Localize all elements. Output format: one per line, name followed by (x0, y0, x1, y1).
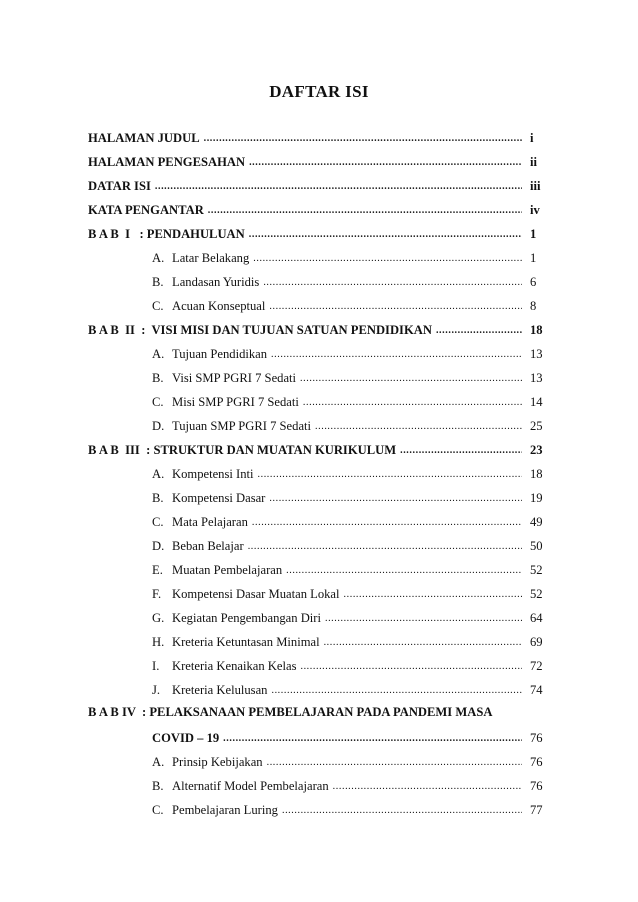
toc-letter: A. (152, 467, 165, 481)
toc-label: Kegiatan Pengembangan Diri (172, 611, 321, 625)
leader-dots (324, 637, 522, 647)
leader-dots (315, 421, 522, 431)
toc-label: Pembelajaran Luring (172, 803, 278, 817)
toc-subentry (152, 630, 554, 650)
toc-chapter (88, 222, 554, 242)
toc-page: iv (530, 203, 540, 217)
toc-label: Kreteria Kenaikan Kelas (172, 659, 297, 673)
toc-label: Tujuan SMP PGRI 7 Sedati (172, 419, 312, 433)
toc-subentry (152, 414, 554, 434)
leader-dots (271, 685, 522, 695)
toc-letter: C. (152, 515, 164, 529)
leader-dots (223, 733, 522, 743)
toc-page: 69 (530, 635, 543, 649)
leader-dots (253, 253, 522, 263)
toc-label: Prinsip Kebijakan (172, 755, 263, 769)
toc-letter: A. (152, 251, 165, 265)
toc-letter: J. (152, 683, 161, 697)
toc-label: HALAMAN JUDUL (88, 131, 200, 145)
toc-page: 23 (530, 443, 543, 457)
toc-subentry (152, 342, 554, 362)
toc-page: 18 (530, 467, 543, 481)
toc-page: 13 (530, 347, 543, 361)
toc-label: Visi SMP PGRI 7 Sedati (172, 371, 297, 385)
toc-page: 52 (530, 563, 543, 577)
toc-label: B A B III : STRUKTUR DAN MUATAN KURIKULUM (88, 443, 397, 457)
toc-label: Kreteria Kelulusan (172, 683, 268, 697)
toc-subentry (152, 774, 554, 794)
leader-dots (269, 301, 522, 311)
toc-subentry (152, 486, 554, 506)
toc-letter: C. (152, 395, 164, 409)
toc-letter: B. (152, 491, 164, 505)
toc-page: 1 (530, 251, 537, 265)
toc-letter: B. (152, 371, 164, 385)
toc-chapter (152, 726, 554, 746)
leader-dots (300, 373, 522, 383)
toc-letter: E. (152, 563, 163, 577)
leader-dots (286, 565, 522, 575)
leader-dots (325, 613, 522, 623)
toc-page: 74 (530, 683, 543, 697)
toc-letter: I. (152, 659, 160, 673)
toc-page: 76 (530, 755, 543, 769)
leader-dots (249, 157, 522, 167)
leader-dots (303, 397, 522, 407)
toc-entry (88, 174, 554, 194)
toc-page: 72 (530, 659, 543, 673)
toc-label: Acuan Konseptual (172, 299, 266, 313)
leader-dots (263, 277, 522, 287)
toc-chapter (88, 438, 554, 458)
toc-label: Kompetensi Inti (172, 467, 254, 481)
toc-letter: D. (152, 419, 165, 433)
toc-label: B A B II : VISI MISI DAN TUJUAN SATUAN PENDIDIKAN (88, 323, 432, 337)
leader-dots (249, 229, 522, 239)
toc-page: 52 (530, 587, 543, 601)
page-title: DAFTAR ISI (269, 82, 369, 101)
toc-chapter-heading: B A B IV : PELAKSANAAN PEMBELAJARAN PADA PANDEMI MASA (88, 705, 493, 719)
toc-page: 19 (530, 491, 543, 505)
leader-dots (269, 493, 522, 503)
toc-label: Alternatif Model Pembelajaran (172, 779, 329, 793)
toc-chapter (88, 318, 554, 338)
toc-page: 77 (530, 803, 543, 817)
toc-letter: C. (152, 299, 164, 313)
toc-label: Kompetensi Dasar Muatan Lokal (172, 587, 340, 601)
toc-entry (88, 198, 554, 218)
leader-dots (267, 757, 522, 767)
toc-label: HALAMAN PENGESAHAN (88, 155, 246, 169)
toc-letter: A. (152, 347, 165, 361)
toc-page: 76 (530, 731, 543, 745)
toc-subentry (152, 654, 554, 674)
toc-subentry (152, 558, 554, 578)
leader-dots (252, 517, 522, 527)
toc-subentry (152, 678, 554, 698)
leader-dots (258, 469, 523, 479)
toc-label: Kompetensi Dasar (172, 491, 266, 505)
toc-page: 18 (530, 323, 543, 337)
toc-page: i (530, 131, 534, 145)
toc-letter: C. (152, 803, 164, 817)
toc-page: 50 (530, 539, 543, 553)
toc-page: ii (530, 155, 537, 169)
toc-subentry (152, 750, 554, 770)
leader-dots (436, 325, 522, 335)
leader-dots (344, 589, 522, 599)
toc-page: 64 (530, 611, 543, 625)
leader-dots (208, 205, 522, 215)
leader-dots (204, 133, 522, 143)
toc-label: B A B I : PENDAHULUAN (88, 227, 245, 241)
toc-subentry (152, 606, 554, 626)
toc-label: DATAR ISI (88, 179, 151, 193)
toc-label: KATA PENGANTAR (88, 203, 204, 217)
toc-label: Landasan Yuridis (172, 275, 260, 289)
toc-entry (88, 126, 554, 146)
toc-entry (88, 150, 554, 170)
leader-dots (282, 805, 522, 815)
toc-letter: D. (152, 539, 165, 553)
toc-label: Kreteria Ketuntasan Minimal (172, 635, 320, 649)
toc-subentry (152, 798, 554, 818)
toc-label: Latar Belakang (172, 251, 250, 265)
toc-letter: B. (152, 275, 164, 289)
toc-subentry (152, 462, 554, 482)
toc-subentry (152, 390, 554, 410)
toc-letter: F. (152, 587, 162, 601)
toc-label: Muatan Pembelajaran (172, 563, 283, 577)
toc-page: iii (530, 179, 541, 193)
toc-page: 6 (530, 275, 537, 289)
toc-page: 8 (530, 299, 537, 313)
toc-subentry (152, 582, 554, 602)
toc-page: 76 (530, 779, 543, 793)
toc-label: COVID – 19 (152, 731, 220, 745)
toc-label: Tujuan Pendidikan (172, 347, 268, 361)
toc-page: 49 (530, 515, 543, 529)
toc-subentry (152, 366, 554, 386)
leader-dots (400, 445, 522, 455)
toc-subentry (152, 510, 554, 530)
toc-letter: A. (152, 755, 165, 769)
toc-subentry (152, 294, 554, 314)
toc-page: 14 (530, 395, 543, 409)
toc-label: Beban Belajar (172, 539, 244, 553)
toc-letter: G. (152, 611, 165, 625)
toc-page: 13 (530, 371, 543, 385)
leader-dots (155, 181, 522, 191)
leader-dots (271, 349, 522, 359)
toc-page: 25 (530, 419, 543, 433)
leader-dots (333, 781, 522, 791)
toc-subentry (152, 246, 554, 266)
leader-dots (300, 661, 522, 671)
toc-page: 1 (530, 227, 537, 241)
toc-subentry (152, 270, 554, 290)
toc-label: Mata Pelajaran (172, 515, 248, 529)
toc-label: Misi SMP PGRI 7 Sedati (172, 395, 299, 409)
toc-letter: H. (152, 635, 165, 649)
toc-subentry (152, 534, 554, 554)
leader-dots (248, 541, 522, 551)
toc-letter: B. (152, 779, 164, 793)
